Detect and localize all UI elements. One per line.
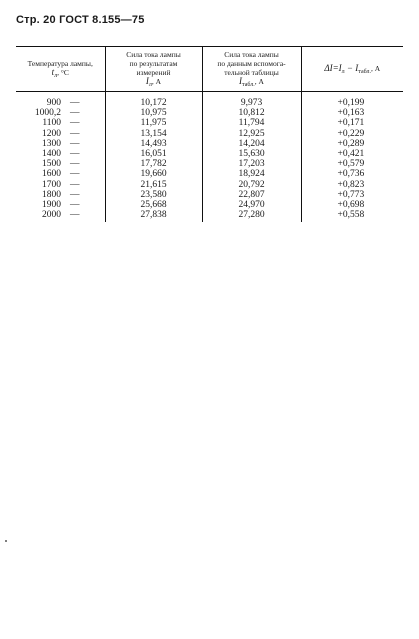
cell-delta: +0,773 <box>301 190 403 200</box>
cell-temperature: 1600 <box>42 169 61 180</box>
cell-aux: 24,970 <box>202 200 301 210</box>
scan-speck <box>5 540 7 542</box>
table-row: 1700 — 21,615 20,792 +0,823 <box>16 180 403 190</box>
table-row: 1000,2 — 10,975 10,812 +0,163 <box>16 108 403 118</box>
cell-delta: +0,421 <box>301 149 403 159</box>
cell-measured: 16,051 <box>105 149 202 159</box>
cell-delta: +0,698 <box>301 200 403 210</box>
cell-delta: +0,823 <box>301 180 403 190</box>
cell-measured: 19,660 <box>105 169 202 179</box>
cell-temperature: 1400 <box>42 149 61 160</box>
header-temperature: Температура лампы, $t_л$, °С <box>16 47 105 92</box>
cell-aux: 14,204 <box>202 139 301 149</box>
cell-delta: +0,289 <box>301 139 403 149</box>
cell-temperature: 1900 <box>42 200 61 211</box>
cell-temperature: 1700 <box>42 179 61 190</box>
table-row: 1500 — 17,782 17,203 +0,579 <box>16 159 403 169</box>
standard-code: ГОСТ 8.155—75 <box>59 14 145 26</box>
cell-aux: 12,925 <box>202 129 301 139</box>
table-row: 1600 — 19,660 18,924 +0,736 <box>16 169 403 179</box>
cell-aux: 18,924 <box>202 169 301 179</box>
cell-aux: 15,630 <box>202 149 301 159</box>
page-header <box>16 14 145 26</box>
cell-temperature: 1100 <box>42 118 61 129</box>
cell-aux: 17,203 <box>202 159 301 169</box>
cell-delta: +0,199 <box>301 92 403 109</box>
cell-measured: 25,668 <box>105 200 202 210</box>
cell-measured: 21,615 <box>105 180 202 190</box>
table-row: 2000 — 27,838 27,280 +0,558 <box>16 210 403 222</box>
table-row: 1100 — 11,975 11,794 +0,171 <box>16 118 403 128</box>
table-row: 1400 — 16,051 15,630 +0,421 <box>16 149 403 159</box>
cell-measured: 10,172 <box>105 92 202 109</box>
cell-temperature: 1000,2 <box>34 108 61 119</box>
cell-aux: 11,794 <box>202 118 301 128</box>
cell-aux: 27,280 <box>202 210 301 222</box>
header-measured-current: Сила тока лампы по результатам измерений $I_л$, А <box>105 47 202 92</box>
cell-measured: 11,975 <box>105 118 202 128</box>
cell-temperature: 1200 <box>42 128 61 139</box>
cell-delta: +0,736 <box>301 169 403 179</box>
table-row: 1200 — 13,154 12,925 +0,229 <box>16 129 403 139</box>
cell-aux: 10,812 <box>202 108 301 118</box>
cell-measured: 23,580 <box>105 190 202 200</box>
cell-temperature: 2000 <box>42 210 61 221</box>
cell-aux: 22,807 <box>202 190 301 200</box>
cell-aux: 20,792 <box>202 180 301 190</box>
table-row: 1300 — 14,493 14,204 +0,289 <box>16 139 403 149</box>
cell-measured: 14,493 <box>105 139 202 149</box>
cell-delta: +0,229 <box>301 129 403 139</box>
table-row: 1900 — 25,668 24,970 +0,698 <box>16 200 403 210</box>
data-table <box>16 46 403 222</box>
cell-temperature: 1500 <box>42 159 61 170</box>
cell-delta: +0,163 <box>301 108 403 118</box>
cell-measured: 27,838 <box>105 210 202 222</box>
header-delta: $\Delta I=I_л - I_{табл.}$, А <box>301 47 403 92</box>
header-aux-current: Сила тока лампы по данным вспомога- тельной таблицы $I_{табл.}$, А <box>202 47 301 92</box>
cell-measured: 17,782 <box>105 159 202 169</box>
cell-temperature: 900 <box>46 98 61 108</box>
cell-delta: +0,579 <box>301 159 403 169</box>
cell-measured: 13,154 <box>105 129 202 139</box>
cell-aux: 9,973 <box>202 92 301 109</box>
cell-delta: +0,558 <box>301 210 403 222</box>
table-body <box>16 92 403 223</box>
table-row: 900 — 10,172 9,973 +0,199 <box>16 92 403 109</box>
table-row: 1800 — 23,580 22,807 +0,773 <box>16 190 403 200</box>
table-header-row <box>16 47 403 92</box>
cell-delta: +0,171 <box>301 118 403 128</box>
cell-measured: 10,975 <box>105 108 202 118</box>
cell-temperature: 1800 <box>42 189 61 200</box>
page-number: Стр. 20 <box>16 14 56 26</box>
cell-temperature: 1300 <box>42 138 61 149</box>
